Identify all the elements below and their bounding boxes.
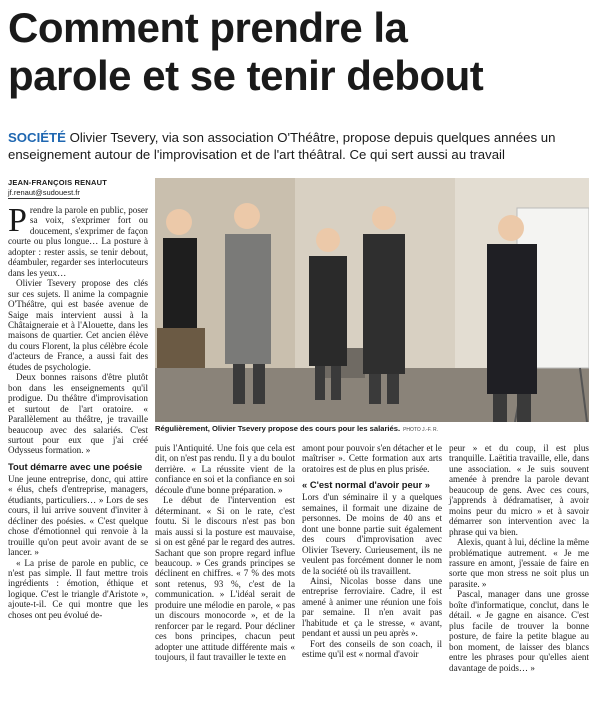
paragraph: amont pour pouvoir s'en détacher et le maîtriser ». Cette formation aux arts oratoires est de plus en plus prisée.	[302, 443, 442, 474]
paragraph: Olivier Tsevery propose des clés sur ces sujets. Il anime la compagnie O'Théâtre, qui est basée avenue de Saige mais intervient aussi à la Châtaigneraie et à l'Alouette, dans les maisons de quartier. Cet ancien élève du cours Florent, la plus célèbre école d'acteurs de France, a aussi fait des études de psychologie.	[8, 278, 148, 372]
paragraph: Ainsi, Nicolas bosse dans une entreprise ferroviaire. Cadre, il est amené à animer une réunion une fois par semaine. Il n'en avait pas l'habitude et ça le stresse, « avant, pendant et aussi un peu après ».	[302, 575, 442, 639]
headline-line-2: parole et se tenir debout	[8, 52, 484, 99]
paragraph: Deux bonnes raisons d'être plutôt bon dans les enseignements qu'il prodigue. Du théâtre d'improvisation et surtout de l'art oratoire. « Parallèlement au théâtre, je travaille beaucoup avec des salariés. C'est surtout pour eux que j'ai créé Odysseus formation. »	[8, 372, 148, 456]
paragraph: « La prise de parole en public, ce n'est pas simple. Il faut mettre trois ingrédients : émotion, éthique et logique. C'est le triangle d'Aristote », ajoute-t-il. Ce qui montre que les choses ont peu évolué de-	[8, 557, 148, 620]
standfirst	[8, 129, 588, 163]
byline-email: jf.renaut@sudouest.fr	[8, 188, 80, 197]
paragraph: Une jeune entreprise, donc, qui attire « élus, chefs d'entreprise, managers, étudiants, particuliers… » Lors de ses cours, il lui arrive souvent d'inviter à décliner des poésies. « C'est quelque chose d'émotionnel qui renvoie à la trouille qu'on peut avoir avant de se lancer. »	[8, 473, 148, 558]
lead-paragraph: Prendre la parole en public, poser sa voix, s'exprimer fort ou doucement, s'exprimer de façon courte ou plus longue… La posture à adopter : rester assis, se tenir debout, déambuler, regarder ses interlocuteurs dans les yeux…	[8, 202, 148, 278]
byline	[8, 178, 148, 199]
photo-illustration	[155, 178, 589, 422]
section-rubric: SOCIÉTÉ	[8, 130, 66, 145]
subheading: Tout démarre avec une poésie	[8, 460, 143, 472]
headline	[8, 4, 588, 100]
article-column-1	[8, 202, 148, 620]
photo-caption	[155, 424, 589, 435]
standfirst-text: Olivier Tsevery, via son association O'Théâtre, propose depuis quelques années un enseignement autour de l'improvisation et de l'art théâtral. Ce qui sert aussi au travail	[8, 130, 556, 162]
paragraph: Pascal, manager dans une grosse boîte d'informatique, conclut, dans le détail. « Je gagne en aisance. C'est plus facile de trouver la bonne posture, de faire la petite blague au bon moment, de laisser des blancs entre les phrases pour qu'elles aient davantage de poids… »	[449, 589, 589, 673]
headline-line-1: Comment prendre la	[8, 4, 408, 51]
paragraph: Lors d'un séminaire il y a quelques semaines, il formait une dizaine de personnes. De moins de 40 ans et dont une bonne partie suit également des cours d'improvisation avec Olivier Tsevery. Curieusement, ils ne veulent pas forcément donner le nom de la société où ils travaillent.	[302, 492, 442, 576]
article-photo	[155, 178, 589, 422]
drop-cap: P	[8, 202, 27, 239]
paragraph: Le début de l'intervention est déterminant. « Si on le rate, c'est foutu. Si le discours n'est pas bon mais aussi si la posture est mauvaise, si on est gêné par le regard des autres. Sachant que son propre regard influe beaucoup. » Ces grands principes se déclinent en chiffres. « 7 % des mots sont retenus, 93 %, c'est de la communication. » L'idéal serait de produire une mélodie en parole, « pas un discours monocorde », et de la renforcer par le regard. Pour décliner ces bons principes, chacun peut adopter une attitude différente mais « toujours, il faut travailler le texte en	[155, 495, 295, 663]
paragraph: Fort des conseils de son coach, il estime qu'il est « normal d'avoir	[302, 638, 442, 660]
article-column-4	[449, 443, 589, 673]
paragraph: puis l'Antiquité. Une fois que cela est dit, on n'est pas rendu. Il y a du boulot derrière. « La réussite vient de la confiance en soi et la confiance en soi découle d'une bonne préparation. »	[155, 443, 295, 495]
paragraph: Alexis, quant à lui, décline la même problématique autrement. « Je me rassure en amont, j'essaie de faire en sorte que mon stress ne soit plus un parasite. »	[449, 537, 589, 589]
article-column-3	[302, 443, 442, 660]
photo-credit: PHOTO J.-F. R.	[403, 427, 438, 433]
subheading: « C'est normal d'avoir peur »	[302, 479, 430, 491]
caption-text: Régulièrement, Olivier Tsevery propose des cours pour les salariés.	[155, 424, 401, 433]
article-column-2	[155, 443, 295, 663]
byline-author: JEAN-FRANÇOIS RENAUT	[8, 178, 108, 187]
paragraph: peur » et du coup, il est plus tranquille. Laëtitia travaille, elle, dans une association. « Je suis souvent amenée à prendre la parole devant beaucoup de gens. Avec ces cours, j'apprends à dédramatiser, à avoir moins peur du micro » et à savoir démarrer son intervention avec la phrase qui va bien.	[449, 443, 589, 537]
